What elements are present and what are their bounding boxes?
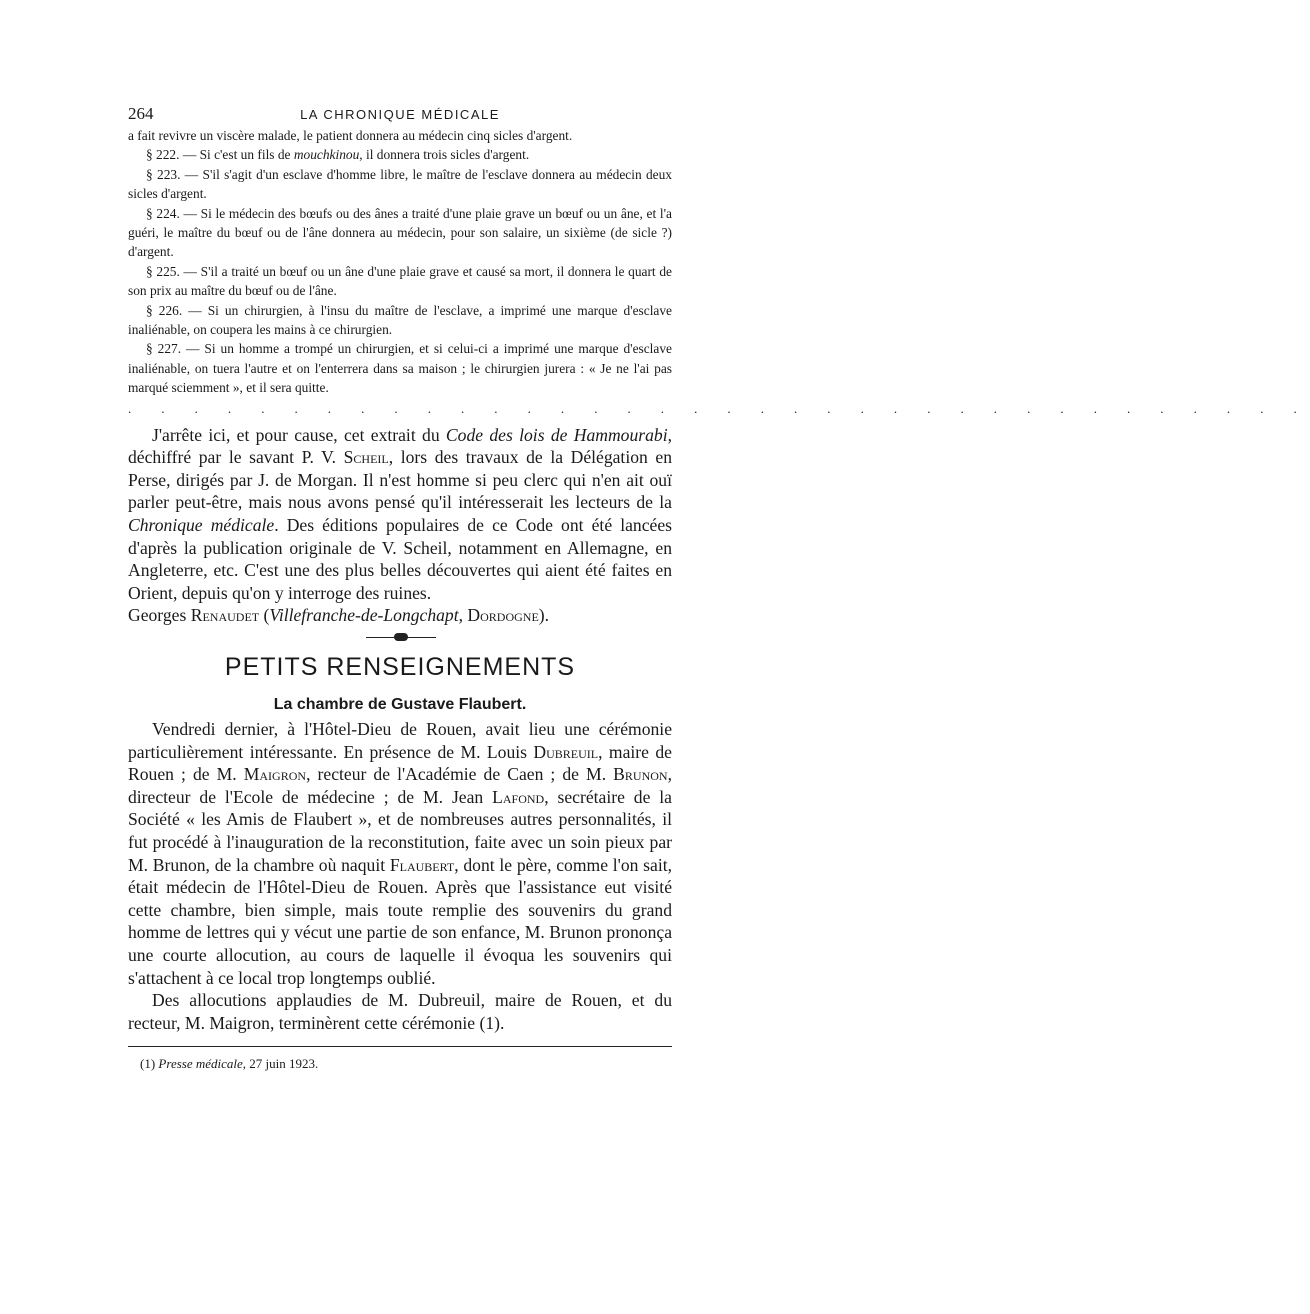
code-paragraph-226: § 226. — Si un chirurgien, à l'insu du maître de l'esclave, a imprimé une marque d'esclave inaliénable, on coupera les mains à ce chirurgien. bbox=[128, 302, 672, 338]
commentary-paragraph: J'arrête ici, et pour cause, cet extrait du Code des lois de Hammourabi, déchiffré par le savant P. V. Scheil, lors des travaux de la Délégation en Perse, dirigés par J. de Morgan. Il n'est homme si peu clerc qui n'en ait ouï parler peut-être, mais nous avons pensé qu'il intéresserait les lecteurs de la Chronique médicale. Des éditions populaires de ce Code ont été lancées d'après la publication originale de V. Scheil, notamment en Allemagne, en Angleterre, etc. C'est une des plus belles découvertes qui aient été faites en Orient, depuis qu'on y interroge des ruines. bbox=[128, 424, 672, 603]
code-extract bbox=[128, 126, 1310, 418]
section-title: PETITS RENSEIGNEMENTS bbox=[224, 653, 576, 682]
footnote: (1) Presse médicale, 27 juin 1923. bbox=[140, 1056, 319, 1072]
article-body bbox=[128, 718, 672, 1034]
ornament-divider bbox=[128, 631, 672, 643]
code-paragraph: a fait revivre un viscère malade, le patient donnera au médecin cinq sicles d'argent. bbox=[128, 128, 573, 143]
code-paragraph-222: § 222. — Si c'est un fils de mouchkinou, il donnera trois sicles d'argent. bbox=[146, 147, 530, 163]
code-paragraph-224: § 224. — Si le médecin des bœufs ou des ânes a traité d'une plaie grave un bœuf ou un âne, et l'a guéri, le maître du bœuf ou de l'âne donnera au médecin, pour son salaire, un sixième (de sicle ?) d'argent. bbox=[128, 205, 672, 260]
page bbox=[128, 100, 1310, 1073]
page-header bbox=[128, 100, 672, 126]
code-paragraph-225: § 225. — S'il a traité un bœuf ou un âne d'une plaie grave et causé sa mort, il donnera le quart de son prix au maître du bœuf ou de l'âne. bbox=[128, 263, 672, 299]
code-paragraph-223: § 223. — S'il s'agit d'un esclave d'homme libre, le maître de l'esclave donnera au médecin deux sicles d'argent. bbox=[128, 166, 672, 202]
commentary bbox=[128, 424, 672, 627]
code-paragraph-227: § 227. — Si un homme a trompé un chirurgien, et si celui-ci a imprimé une marque d'esclave inaliénable, on tuera l'autre et on l'enterrera dans sa maison ; le chirurgien jurera : « Je ne l'ai pas marqué sciemment », et il sera quitte. bbox=[128, 341, 672, 396]
article-title: La chambre de Gustave Flaubert. bbox=[273, 696, 527, 714]
article-paragraph: Vendredi dernier, à l'Hôtel-Dieu de Rouen, avait lieu une cérémonie particulièrement intéressante. En présence de M. Louis Dubreuil, maire de Rouen ; de M. Maigron, recteur de l'Académie de Caen ; de M. Brunon, directeur de l'Ecole de médecine ; de M. Jean Lafond, secrétaire de la Société « les Amis de Flaubert », et de nombreuses autres personnalités, il fut procédé à l'inauguration de la reconstitution, faite avec un soin pieux par M. Brunon, de la chambre où naquit Flaubert, dont le père, comme l'on sait, était médecin de l'Hôtel-Dieu de Rouen. Après que l'assistance eut visité cette chambre, bien simple, mais toute remplie des souvenirs du grand homme de lettres qui y vécut une partie de son enfance, M. Brunon prononça une courte allocution, au cours de laquelle il évoqua les souvenirs qui s'attachent à ce local trop longtemps oublié. bbox=[128, 719, 672, 988]
ellipsis-line: . . . . . . . . . . . . . . . . . . . . . . . . . . . . . . . . . . . . bbox=[128, 400, 1310, 416]
author-signature: Georges Renaudet (Villefranche-de-Longchapt, Dordogne). bbox=[128, 605, 550, 626]
footnote-rule bbox=[128, 1046, 672, 1047]
running-head: LA CHRONIQUE MÉDICALE bbox=[300, 107, 500, 122]
article-paragraph: Des allocutions applaudies de M. Dubreuil, maire de Rouen, et du recteur, M. Maigron, terminèrent cette cérémonie (1). bbox=[128, 990, 672, 1033]
footnote-ref: (1) bbox=[479, 1012, 501, 1033]
page-number: 264 bbox=[128, 104, 154, 123]
